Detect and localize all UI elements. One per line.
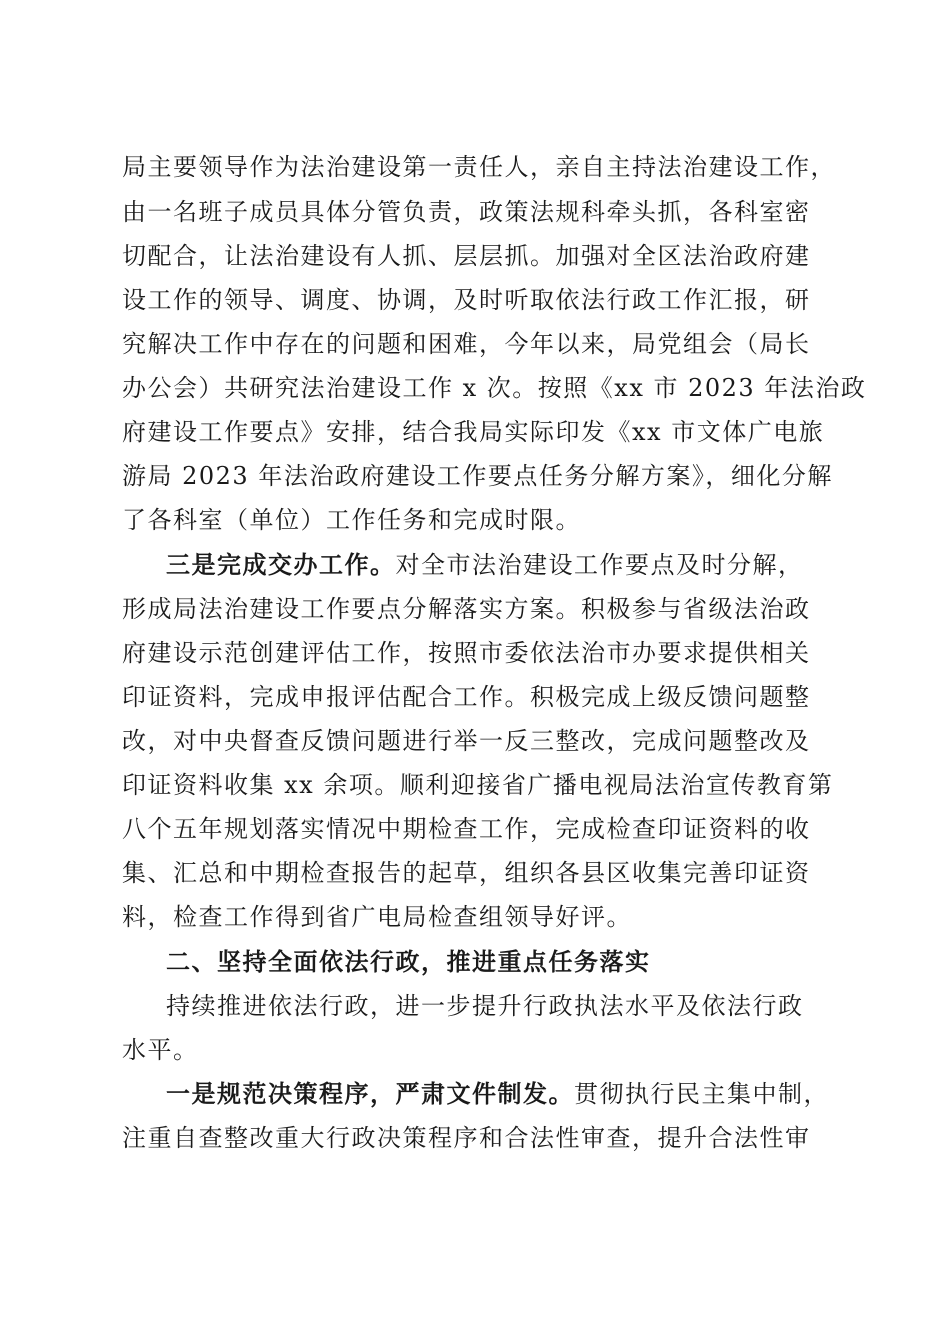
paragraph-line: 府建设工作要点》安排，结合我局实际印发《xx 市文体广电旅 [122, 418, 825, 446]
paragraph-line: 设工作的领导、调度、协调，及时听取依法行政工作汇报，研 [122, 286, 811, 314]
point-first-line-rest: 对全市法治建设工作要点及时分解， [395, 551, 804, 579]
paragraph-line: 由一名班子成员具体分管负责，政策法规科牵头抓，各科室密 [122, 198, 811, 226]
paragraph-line: 办公会）共研究法治建设工作 x 次。按照《xx 市 2023 年法治政 [122, 374, 867, 402]
paragraph-line: 形成局法治建设工作要点分解落实方案。积极参与省级法治政 [122, 595, 811, 623]
paragraph-line: 府建设示范创建评估工作，按照市委依法治市办要求提供相关 [122, 639, 811, 667]
paragraph-line: 水平。 [122, 1036, 199, 1064]
paragraph-line: 料，检查工作得到省广电局检查组领导好评。 [122, 903, 632, 931]
paragraph-line: 集、汇总和中期检查报告的起草，组织各县区收集完善印证资 [122, 859, 811, 887]
paragraph-line: 注重自查整改重大行政决策程序和合法性审查，提升合法性审 [122, 1124, 811, 1152]
point-lead: 一是规范决策程序，严肃文件制发。 [166, 1080, 574, 1108]
point-lead: 三是完成交办工作。 [166, 551, 396, 579]
paragraph-line: 印证资料，完成申报评估配合工作。积极完成上级反馈问题整 [122, 683, 811, 711]
section-heading: 二、坚持全面依法行政，推进重点任务落实 [166, 948, 651, 976]
paragraph-line: 八个五年规划落实情况中期检查工作，完成检查印证资料的收 [122, 815, 811, 843]
paragraph-line: 了各科室（单位）工作任务和完成时限。 [122, 506, 581, 534]
paragraph-line: 改，对中央督查反馈问题进行举一反三整改，完成问题整改及 [122, 727, 811, 755]
point-first-line-rest: 贯彻执行民主集中制， [574, 1080, 829, 1108]
paragraph-first-line [166, 1078, 829, 1110]
paragraph-first-line [166, 549, 804, 581]
paragraph-line: 究解决工作中存在的问题和困难，今年以来，局党组会（局长 [122, 330, 811, 358]
paragraph-line: 游局 2023 年法治政府建设工作要点任务分解方案》，细化分解 [122, 462, 833, 490]
paragraph-line: 切配合，让法治建设有人抓、层层抓。加强对全区法治政府建 [122, 242, 811, 270]
paragraph-first-line: 持续推进依法行政，进一步提升行政执法水平及依法行政 [166, 992, 804, 1020]
paragraph-line: 印证资料收集 xx 余项。顺利迎接省广播电视局法治宣传教育第 [122, 771, 834, 799]
paragraph-line: 局主要领导作为法治建设第一责任人，亲自主持法治建设工作， [122, 153, 836, 181]
